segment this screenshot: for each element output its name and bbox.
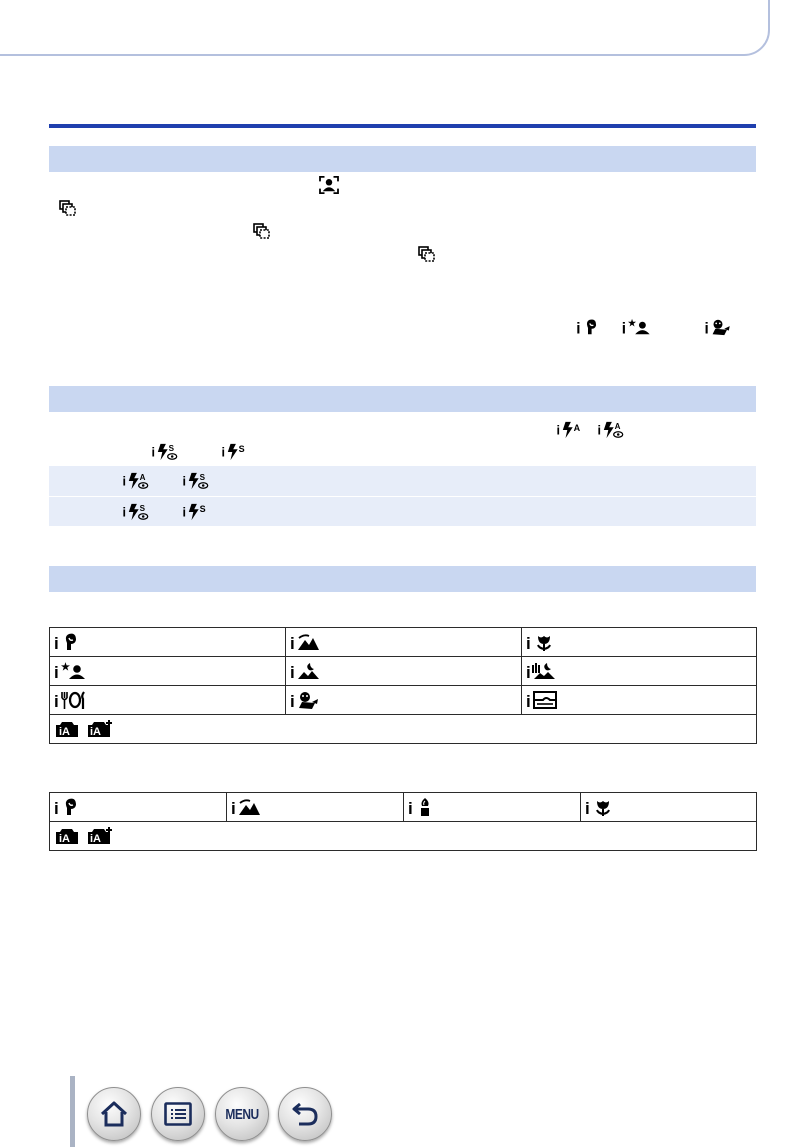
baby-scene-icon xyxy=(703,318,733,336)
night-landscape-scene-icon xyxy=(290,661,320,681)
svg-text:A: A xyxy=(614,422,621,432)
table-cell xyxy=(50,657,286,686)
intelligent-auto-plus-icon xyxy=(86,827,114,845)
food-scene-icon xyxy=(54,690,88,710)
svg-text:i: i xyxy=(556,423,560,438)
svg-text:i: i xyxy=(122,505,126,520)
back-button[interactable] xyxy=(278,1087,332,1141)
svg-text:S: S xyxy=(199,473,205,483)
svg-text:i: i xyxy=(526,663,531,681)
svg-text:i: i xyxy=(182,505,186,520)
table-cell xyxy=(522,686,757,715)
svg-text:iA: iA xyxy=(90,833,101,845)
table-cell xyxy=(50,715,757,744)
svg-text:i: i xyxy=(526,634,531,652)
burst-frames-icon xyxy=(59,199,77,217)
flash-auto-redeye-icon xyxy=(596,421,626,439)
footer-divider xyxy=(70,1076,75,1147)
table-cell xyxy=(286,686,522,715)
macro-scene-icon xyxy=(585,797,613,817)
svg-text:i: i xyxy=(408,799,413,817)
home-button[interactable] xyxy=(87,1087,141,1141)
svg-text:i: i xyxy=(54,799,59,817)
table-cell xyxy=(581,793,757,822)
burst-frames-icon xyxy=(418,245,436,263)
section-band-2 xyxy=(49,386,756,412)
svg-text:S: S xyxy=(199,504,206,514)
table-cell xyxy=(50,628,286,657)
svg-text:S: S xyxy=(238,444,245,454)
svg-text:S: S xyxy=(168,444,174,454)
flash-slow-redeye-icon xyxy=(150,443,180,461)
intelligent-auto-icon xyxy=(54,720,80,738)
svg-text:i: i xyxy=(122,474,126,489)
table-row xyxy=(50,793,757,822)
home-icon xyxy=(99,1100,129,1128)
menu-button-label: MENU xyxy=(225,1105,259,1123)
svg-text:i: i xyxy=(290,634,295,652)
table-cell xyxy=(522,657,757,686)
svg-text:S: S xyxy=(139,504,145,514)
svg-text:iA: iA xyxy=(90,726,101,738)
section-band-3 xyxy=(49,566,756,592)
intelligent-auto-icon xyxy=(54,827,80,845)
svg-text:i: i xyxy=(621,320,626,336)
svg-text:i: i xyxy=(54,692,59,710)
handheld-night-scene-icon xyxy=(526,661,556,681)
table-cell xyxy=(50,793,227,822)
table-row xyxy=(50,822,757,851)
intelligent-auto-plus-icon xyxy=(86,720,114,738)
svg-text:i: i xyxy=(54,663,59,681)
table-cell xyxy=(522,628,757,657)
face-detection-focus-icon xyxy=(318,176,340,194)
flash-mode-subtable xyxy=(49,466,756,526)
contents-list-icon xyxy=(164,1102,192,1126)
svg-text:A: A xyxy=(573,422,581,433)
night-portrait-scene-icon xyxy=(620,318,654,336)
svg-text:i: i xyxy=(182,474,186,489)
contents-button[interactable] xyxy=(151,1087,205,1141)
svg-text:iA: iA xyxy=(59,833,70,845)
table-row xyxy=(50,715,757,744)
flash-auto-redeye-icon xyxy=(121,472,151,490)
svg-text:i: i xyxy=(597,423,601,438)
table-cell xyxy=(286,628,522,657)
section-band-1 xyxy=(49,146,756,172)
svg-text:i: i xyxy=(585,799,590,817)
baby-scene-icon xyxy=(290,690,320,710)
spotlight-scene-icon xyxy=(408,797,436,817)
svg-text:i: i xyxy=(576,320,581,336)
table-cell xyxy=(404,793,581,822)
landscape-scene-icon xyxy=(231,797,261,817)
back-arrow-icon xyxy=(290,1100,320,1128)
svg-text:i: i xyxy=(54,634,59,652)
video-scene-table xyxy=(49,792,757,851)
sunset-scene-icon xyxy=(526,690,558,710)
table-cell xyxy=(50,686,286,715)
table-cell xyxy=(50,822,757,851)
flash-slow-sync-icon xyxy=(220,443,250,461)
flash-slow-redeye-icon xyxy=(121,503,151,521)
svg-text:i: i xyxy=(151,445,155,460)
svg-text:A: A xyxy=(139,473,146,483)
svg-text:★: ★ xyxy=(628,318,637,329)
page-header-tab xyxy=(0,0,770,56)
flash-slow-sync-icon xyxy=(181,503,211,521)
svg-text:i: i xyxy=(290,692,295,710)
flash-auto-icon xyxy=(555,421,585,439)
portrait-scene-icon xyxy=(54,632,80,652)
night-portrait-scene-icon xyxy=(54,661,88,681)
table-cell xyxy=(227,793,404,822)
menu-button[interactable] xyxy=(215,1087,269,1141)
portrait-scene-icon xyxy=(54,797,80,817)
svg-text:i: i xyxy=(526,692,531,710)
burst-frames-icon xyxy=(253,222,271,240)
table-row xyxy=(50,657,757,686)
svg-text:i: i xyxy=(221,445,225,460)
macro-scene-icon xyxy=(526,632,554,652)
section-title-rule xyxy=(49,124,756,128)
svg-text:i: i xyxy=(290,663,295,681)
flash-slow-redeye-icon xyxy=(181,472,211,490)
table-cell xyxy=(286,657,522,686)
table-row xyxy=(50,686,757,715)
svg-text:iA: iA xyxy=(59,726,70,738)
photo-scene-table xyxy=(49,627,757,744)
svg-text:i: i xyxy=(231,799,236,817)
landscape-scene-icon xyxy=(290,632,320,652)
table-row xyxy=(50,628,757,657)
svg-text:i: i xyxy=(704,320,709,336)
portrait-scene-icon xyxy=(575,318,601,336)
svg-text:★: ★ xyxy=(61,662,70,673)
